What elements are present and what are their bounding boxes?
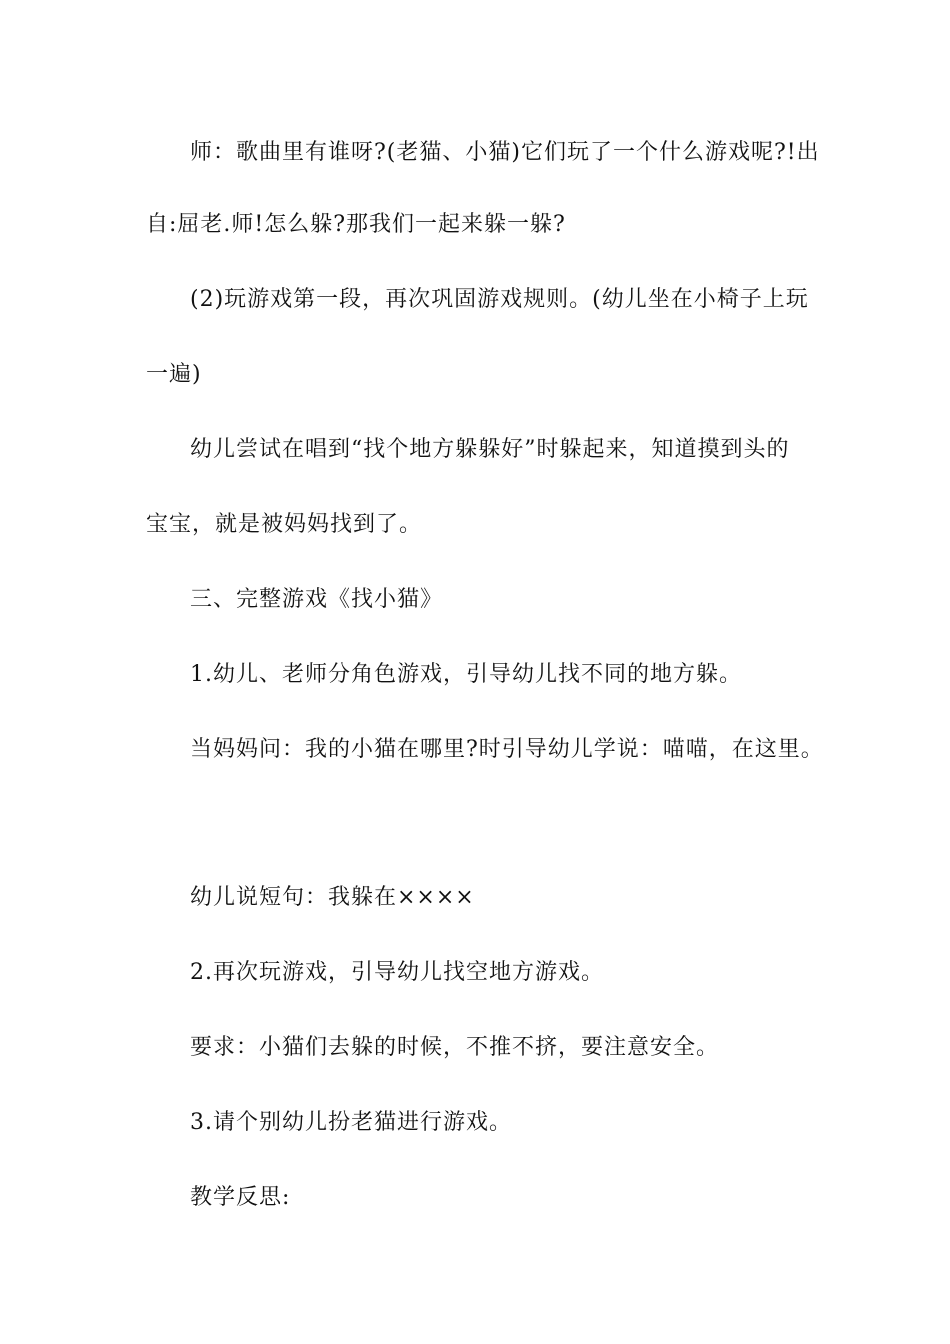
paragraph-line: 3.请个别幼儿扮老猫进行游戏。 [190, 1110, 512, 1135]
paragraph-line: 自:屈老.师!怎么躲?那我们一起来躲一躲? [146, 212, 566, 237]
paragraph-line: (2)玩游戏第一段，再次巩固游戏规则。(幼儿坐在小椅子上玩 [190, 287, 809, 312]
paragraph-line: 2.再次玩游戏，引导幼儿找空地方游戏。 [190, 960, 604, 985]
section-heading: 三、完整游戏《找小猫》 [190, 587, 444, 612]
paragraph-line: 一遍) [146, 362, 202, 387]
paragraph-line: 幼儿尝试在唱到“找个地方躲躲好”时躲起来，知道摸到头的 [190, 437, 790, 462]
paragraph-line: 1.幼儿、老师分角色游戏，引导幼儿找不同的地方躲。 [190, 662, 742, 687]
paragraph-line: 要求：小猫们去躲的时候，不推不挤，要注意安全。 [190, 1035, 720, 1060]
paragraph-line: 当妈妈问：我的小猫在哪里?时引导幼儿学说：喵喵，在这里。 [190, 737, 824, 762]
paragraph-line: 师：歌曲里有谁呀?(老猫、小猫)它们玩了一个什么游戏呢?!出 [190, 140, 820, 165]
paragraph-line: 幼儿说短句：我躲在×××× [190, 885, 475, 910]
paragraph-line: 宝宝，就是被妈妈找到了。 [146, 512, 423, 537]
section-heading: 教学反思: [190, 1185, 291, 1210]
